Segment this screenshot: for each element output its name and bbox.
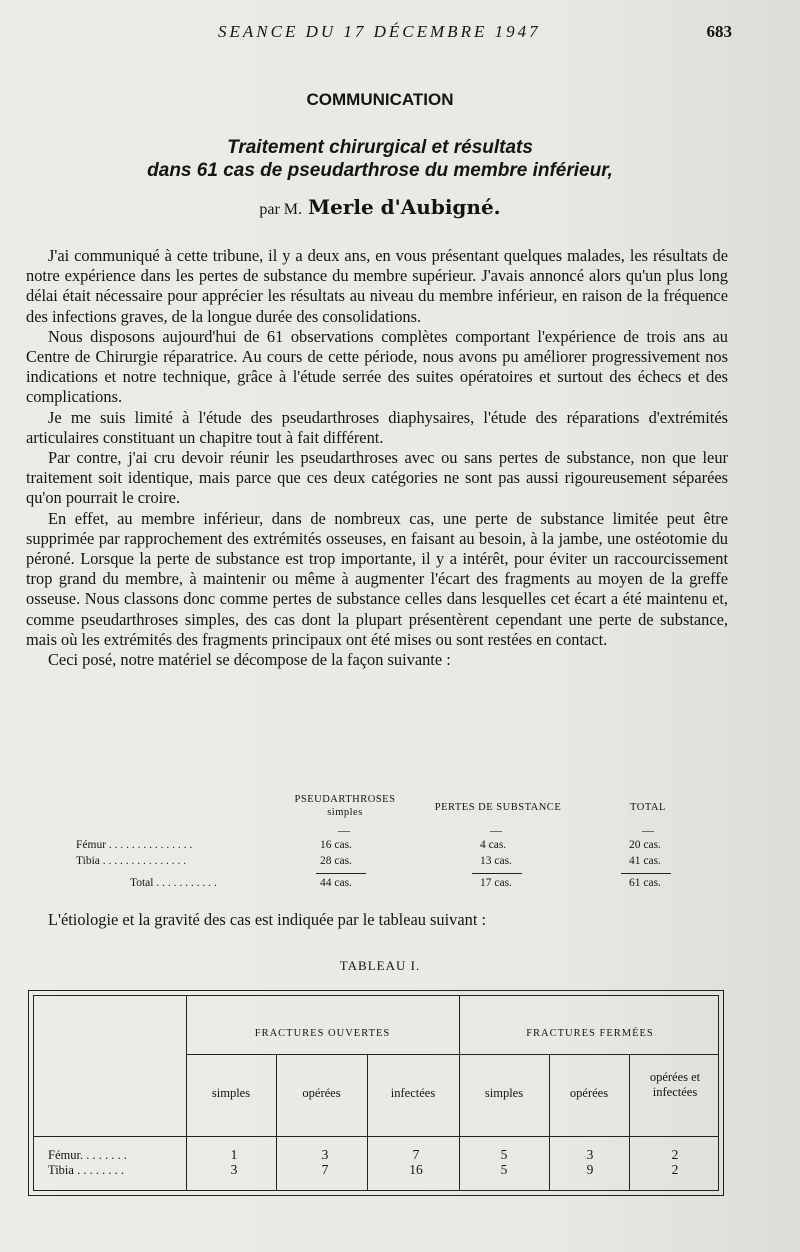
table-rule [186,1054,718,1055]
cell: 41 cas. [629,855,661,867]
article-title [0,136,760,182]
table-rule [629,1054,630,1190]
author-line [0,195,760,219]
cell: 61 cas. [629,877,661,889]
cell: 16 [409,1162,423,1177]
row-label: Tibia . . . . . . . . . . . . . . . [76,855,187,867]
running-header [0,20,800,48]
cell: 4 cas. [480,839,507,851]
sum-rule [621,873,671,874]
table-total-row [76,877,696,893]
author-prefix: par M. [259,201,302,218]
paragraph: J'ai communiqué à cette tribune, il y a deux ans, en vous présentant quelques malades, les résultats de notre expérience dans les pertes de substance du membre supérieur. J'avais annoncé alors qu'un plus long délai était nécessaire pour apprécier les résultats au niveau du membre inférieur, en raison de la fréquence des infections graves, de la longue durée des consolidations. [26,246,728,326]
group-header-closed: FRACTURES FERMÉES [526,1028,654,1039]
col-header-line: simples [327,807,363,818]
cell: 2 [671,1162,679,1177]
sum-rule [472,873,522,874]
cell: 5 [500,1162,508,1177]
author-name: Merle d'Aubigné. [308,195,501,219]
cell: 3 [230,1162,238,1177]
cell: 44 cas. [320,877,352,889]
row-label: Total . . . . . . . . . . . [130,877,217,889]
cell: 28 cas. [320,855,352,867]
cell: 3 [586,1147,594,1162]
paragraph: Par contre, j'ai cru devoir réunir les pseudarthroses avec ou sans pertes de substance, non que leur traitement soit identique, mais parce que ces deux catégories ne sont pas aussi rigoureusement séparées qu'on pourrait le croire. [26,448,728,508]
subheader: infectées [390,1086,436,1100]
row-label: Tibia . . . . . . . . [48,1163,124,1177]
paragraph: Je me suis limité à l'étude des pseudarthroses diaphysaires, l'étude des réparations d'extrémités articulaires constituant un chapitre tout à fait différent. [26,407,728,447]
table-row [76,839,696,855]
page-number: 683 [706,22,732,41]
table-rule [549,1054,550,1190]
cell: 7 [412,1147,420,1162]
cell: 17 cas. [480,877,512,889]
table-row [76,855,696,871]
header-dash: — [490,823,502,837]
cell: 5 [500,1147,508,1162]
cell: 7 [321,1162,329,1177]
etiology-table [28,990,724,1196]
cell: 20 cas. [629,839,661,851]
subheader: opérées [302,1086,341,1100]
cell: 13 cas. [480,855,512,867]
table-rule [367,1054,368,1190]
cell: 9 [586,1162,594,1177]
article-body [26,246,728,670]
paragraph: L'étiologie et la gravité des cas est indiquée par le tableau suivant : [48,910,487,929]
subheader: simples [211,1086,251,1100]
subheader: opérées [569,1086,609,1100]
article-title-line-1: Traitement chirurgical et résultats [227,137,533,158]
paragraph: Nous disposons aujourd'hui de 61 observations complètes comportant l'expérience de trois ans au Centre de Chirurgie réparatrice. Au cours de cette période, nous avons pu améliorer progressivement nos indications et notre technique, grâce à l'étude serrée des suites opératoires et surtout des échecs et des complications. [26,326,728,407]
table-rule [276,1054,277,1190]
article-title-line-2: dans 61 cas de pseudarthrose du membre inférieur, [147,160,613,181]
cell: 16 cas. [320,839,352,851]
paragraph: Ceci posé, notre matériel se décompose de la façon suivante : [48,650,451,670]
table-rule [34,1136,718,1137]
paragraph: En effet, au membre inférieur, dans de nombreux cas, une perte de substance limitée peut être supprimée par rapprochement des extrémités osseuses, en faisant au besoin, à la jambe, une ostéotomie du péroné. Lorsque la perte de substance est trop importante, il y a intérêt, pour éviter un raccourcissement trop grand du membre, à maintenir ou même à augmenter l'écart des fragments au moyen de la greffe osseuse. Nous classons donc comme pertes de substance celles dans lesquelles cet écart a été maintenu et, comme pseudarthroses simples, des cas dont la plupart présentèrent cependant une perte de substance, mais où les extrémités des fragments principaux ont été mises ou sont restées en contact. [26,508,728,649]
cell: 2 [671,1147,679,1162]
col-header-pseudarthroses [280,793,410,819]
header-dash: — [338,823,350,837]
table-caption: TABLEAU I. [339,958,421,973]
subheader: simples [484,1086,524,1100]
sum-rule [316,873,366,874]
section-heading: COMMUNICATION [306,90,454,109]
row-label: Fémur . . . . . . . . . . . . . . . [76,839,193,851]
col-header-total: TOTAL [630,802,666,813]
row-label: Fémur. . . . . . . . [48,1148,127,1162]
group-header-open: FRACTURES OUVERTES [254,1028,391,1039]
cell: 3 [321,1147,329,1162]
running-title: SEANCE DU 17 DÉCEMBRE 1947 [218,22,541,41]
subheader: opérées et infectées [649,1070,701,1099]
cell: 1 [230,1147,238,1162]
col-header-line: PSEUDARTHROSES [294,794,396,805]
table-inner-frame [33,995,719,1191]
header-dash: — [642,823,654,837]
col-header-pertes: PERTES DE SUBSTANCE [434,802,562,813]
